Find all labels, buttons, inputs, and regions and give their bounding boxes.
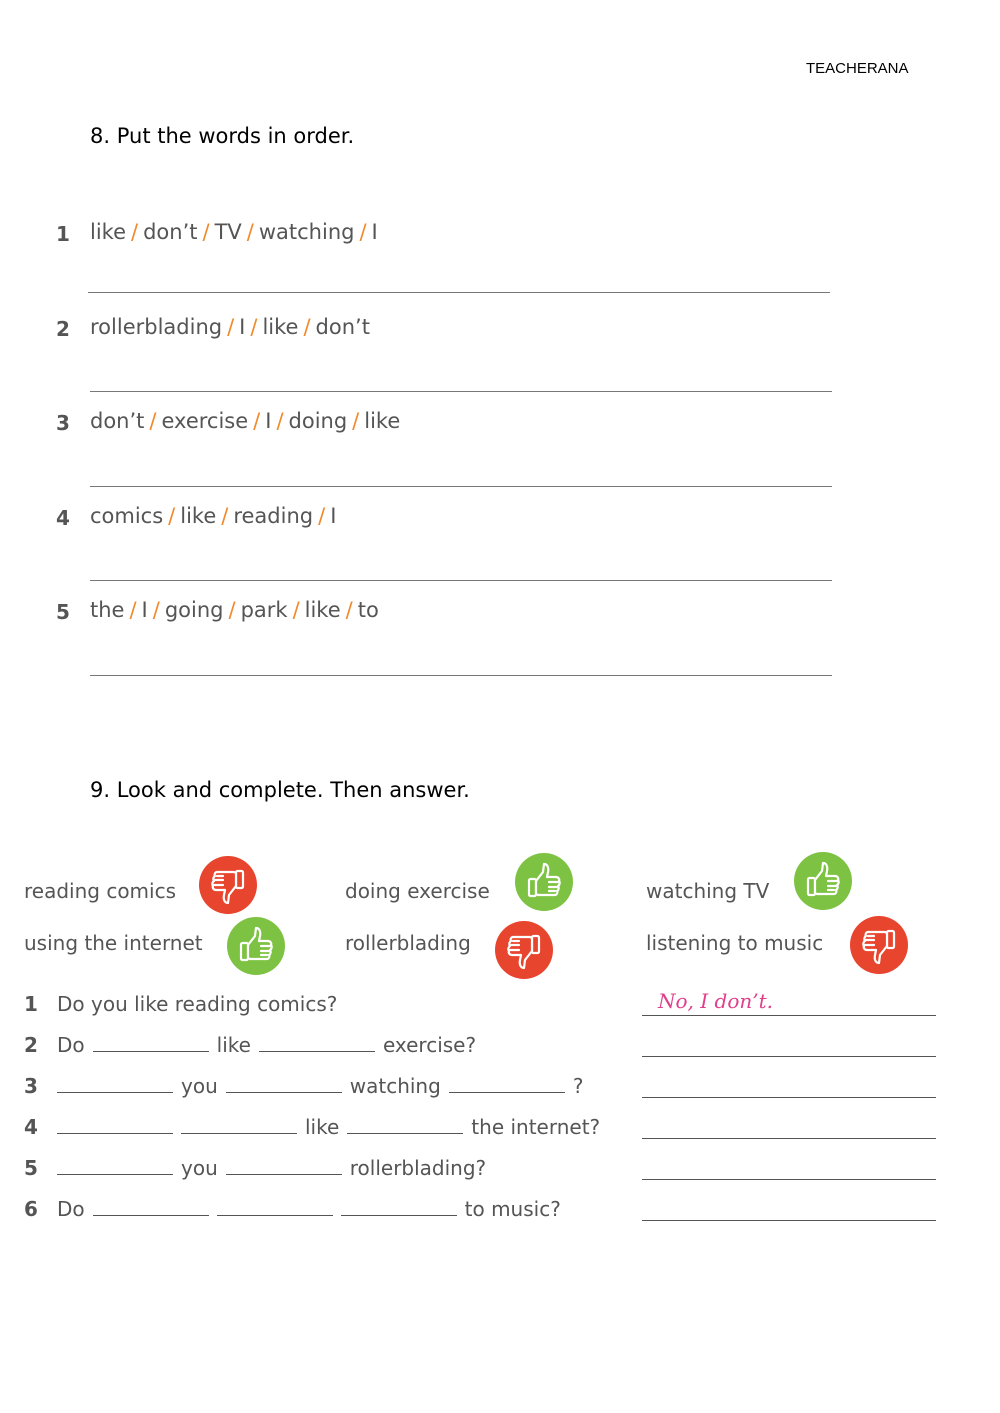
separator-slash: / [253,409,261,433]
word: exercise [161,409,249,433]
item-number: 2 [56,317,70,341]
word: park [240,598,288,622]
thumbs-down-icon [849,915,909,975]
answer-line[interactable] [642,1056,936,1057]
item-number: 5 [56,600,70,624]
question-word: ? [572,1074,584,1098]
question-number: 2 [24,1033,38,1057]
activity-label: reading comics [24,879,177,903]
separator-slash: / [345,598,353,622]
fill-in-blank[interactable] [217,1197,333,1216]
word: like [90,220,127,244]
separator-slash: / [303,315,311,339]
answer-line[interactable] [90,580,832,581]
question-text [53,992,341,1016]
fill-in-blank[interactable] [226,1074,342,1093]
word-prompt [90,220,378,244]
word-prompt [90,504,336,528]
question-text [53,1115,604,1139]
activity-label: listening to music [646,931,824,955]
question-text [53,1074,587,1098]
word: going [164,598,224,622]
word: like [304,598,341,622]
answer-line[interactable] [642,1138,936,1139]
separator-slash: / [221,504,229,528]
separator-slash: / [352,409,360,433]
separator-slash: / [168,504,176,528]
question-word: Do you like reading comics? [57,992,338,1016]
question-number: 4 [24,1115,38,1139]
fill-in-blank[interactable] [93,1033,209,1052]
separator-slash: / [246,220,254,244]
answer-line[interactable] [88,292,830,293]
thumbs-up-icon [226,916,286,976]
question-word: you [181,1074,218,1098]
question-word: watching [349,1074,441,1098]
word: I [141,598,148,622]
fill-in-blank[interactable] [57,1156,173,1175]
question-number: 3 [24,1074,38,1098]
word-prompt [90,598,379,622]
separator-slash: / [318,504,326,528]
thumbs-down-icon [494,920,554,980]
question-text [53,1197,565,1221]
word: like [180,504,217,528]
answer-line[interactable] [90,486,832,487]
answer-line[interactable] [90,675,832,676]
item-number: 4 [56,506,70,530]
separator-slash: / [228,598,236,622]
question-text [53,1033,480,1057]
activity-label: doing exercise [345,879,490,903]
word: watching [258,220,355,244]
word: I [265,409,272,433]
word: don’t [315,315,370,339]
item-number: 1 [56,222,70,246]
word-prompt [90,409,400,433]
word: I [239,315,246,339]
word: don’t [143,220,198,244]
answer-line[interactable] [642,1015,936,1016]
fill-in-blank[interactable] [57,1115,173,1134]
fill-in-blank[interactable] [259,1033,375,1052]
word-prompt [90,315,370,339]
separator-slash: / [276,409,284,433]
word: I [371,220,378,244]
fill-in-blank[interactable] [341,1197,457,1216]
separator-slash: / [292,598,300,622]
question-number: 5 [24,1156,38,1180]
separator-slash: / [250,315,258,339]
question-word: Do [57,1033,85,1057]
question-word: Do [57,1197,85,1221]
thumbs-up-icon [514,852,574,912]
fill-in-blank[interactable] [449,1074,565,1093]
word: comics [90,504,164,528]
question-word: you [181,1156,218,1180]
separator-slash: / [202,220,210,244]
separator-slash: / [152,598,160,622]
word: rollerblading [90,315,223,339]
thumbs-up-icon [793,851,853,911]
fill-in-blank[interactable] [57,1074,173,1093]
separator-slash: / [129,598,137,622]
activity-label: using the internet [24,931,203,955]
fill-in-blank[interactable] [226,1156,342,1175]
item-number: 3 [56,411,70,435]
answer-line[interactable] [90,391,832,392]
separator-slash: / [131,220,139,244]
question-word: the internet? [471,1115,601,1139]
activity-label: watching TV [646,879,770,903]
question-word: rollerblading? [349,1156,487,1180]
fill-in-blank[interactable] [93,1197,209,1216]
separator-slash: / [149,409,157,433]
question-number: 1 [24,992,38,1016]
fill-in-blank[interactable] [347,1115,463,1134]
word: like [364,409,401,433]
activity-label: rollerblading [345,931,471,955]
word: like [262,315,299,339]
word: don’t [90,409,145,433]
question-word: exercise? [382,1033,477,1057]
question-word: like [305,1115,340,1139]
word: doing [288,409,348,433]
word: I [330,504,337,528]
answer-line[interactable] [642,1220,936,1221]
word: reading [233,504,314,528]
separator-slash: / [227,315,235,339]
word: TV [214,220,242,244]
question-number: 6 [24,1197,38,1221]
exercise-9-title: 9. Look and complete. Then answer. [90,778,470,802]
author-label: TEACHERANA [806,60,909,77]
answer-line[interactable] [642,1179,936,1180]
question-word: like [216,1033,251,1057]
fill-in-blank[interactable] [181,1115,297,1134]
handwritten-answer: No, I don’t. [658,989,773,1013]
word: the [90,598,125,622]
word: to [357,598,379,622]
separator-slash: / [359,220,367,244]
answer-line[interactable] [642,1097,936,1098]
thumbs-down-icon [198,855,258,915]
question-text [53,1156,490,1180]
exercise-8-title: 8. Put the words in order. [90,124,355,148]
question-word: to music? [464,1197,561,1221]
